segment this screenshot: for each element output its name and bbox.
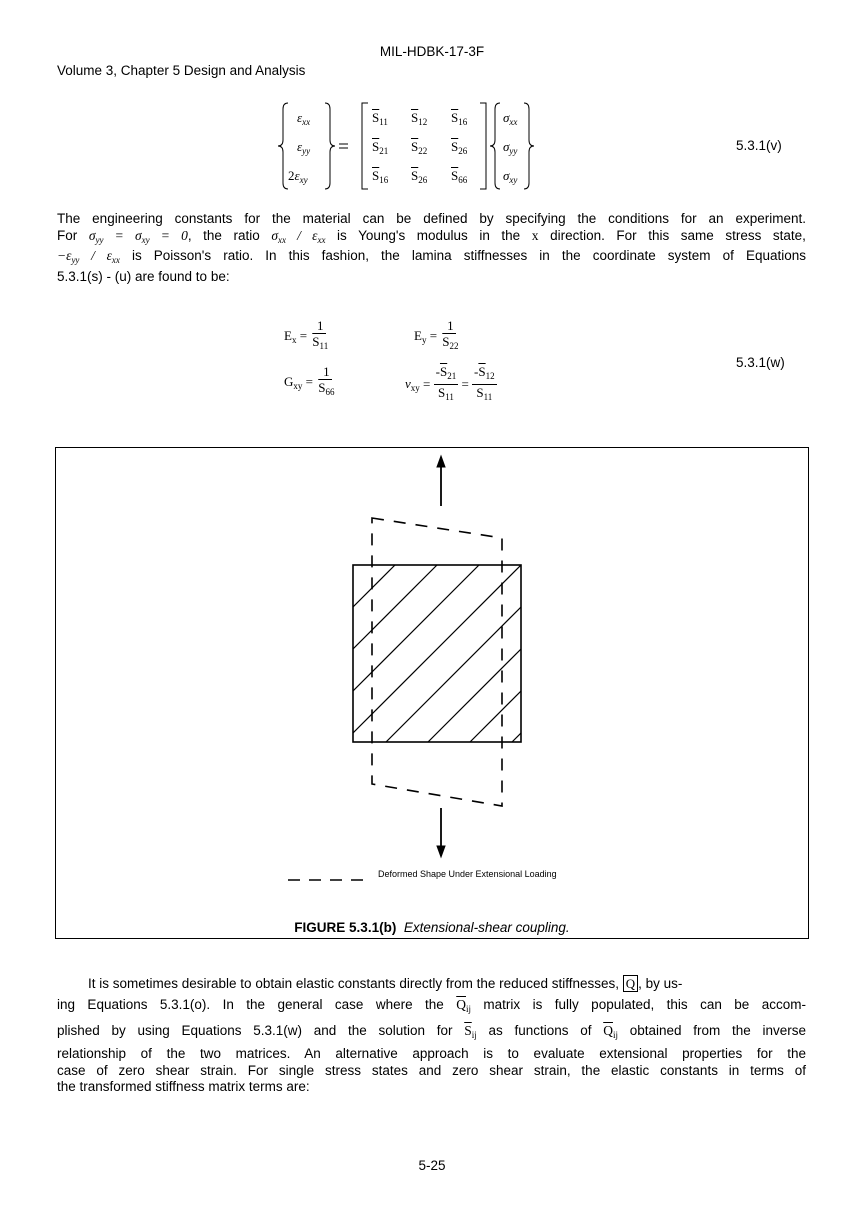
matrix-s16b: $\overline{S}_{16}$ xyxy=(372,168,389,185)
figure-caption: FIGURE 5.3.1(b) Extensional-shear coupling. xyxy=(294,920,570,935)
deformed-shape xyxy=(372,518,502,806)
tension-arrow-up xyxy=(437,456,445,506)
figure-extensional-shear xyxy=(55,447,809,939)
para1-line3: $-\varepsilon_{yy} / \varepsilon_{xx}$ is Poisson's ratio. In this fashion, the lamina stiffnesses in the coordinate system of Equations xyxy=(57,248,806,265)
para2-line1: It is sometimes desirable to obtain elastic constants directly from the reduced stiffnesses, $\overline{Q}$ , by us- xyxy=(88,976,683,991)
ey-definition: $E_y$ = $\frac{1}{\overline{S}_{22}}$ xyxy=(414,318,459,351)
equation-5-3-1-v xyxy=(0,0,864,200)
para2-line4: relationship of the two matrices. An alternative approach is to evaluate extensional properties for the xyxy=(57,1046,806,1061)
matrix-s12: $\overline{S}_{12}$ xyxy=(411,110,428,127)
para1-line1: The engineering constants for the material can be defined by specifying the conditions for an experiment. xyxy=(57,211,806,226)
section-header: Volume 3, Chapter 5 Design and Analysis xyxy=(57,63,306,78)
hatched-specimen xyxy=(353,565,521,742)
para2-line3: plished by using Equations 5.3.1(w) and the solution for $\overline{S}_{ij}$ as functions of $\overline{Q}_{ij}$ obtained from the inverse xyxy=(57,1023,806,1040)
tension-arrow-down xyxy=(437,808,445,857)
strain-xy: $2\varepsilon_{xy}$ xyxy=(288,168,308,185)
para2-line2: ing Equations 5.3.1(o). In the general case where the $\overline{Q}_{ij}$ matrix is fully populated, this can be accom- xyxy=(57,997,806,1014)
strain-xx: $\varepsilon_{xx}$ xyxy=(297,110,311,127)
para1-line2: For $\sigma_{yy} = \sigma_{xy} = 0$, the ratio $\sigma_{xx} / \varepsilon_{xx}$ is Young's modulus in the x direction. For this same stress state, xyxy=(57,227,806,245)
para2-line6: the transformed stiffness matrix terms are: xyxy=(57,1079,310,1094)
matrix-s22: $\overline{S}_{22}$ xyxy=(411,139,428,156)
figure-drawing xyxy=(56,448,808,938)
matrix-s11: $\overline{S}_{11}$ xyxy=(372,110,388,127)
equation-5-3-1-w xyxy=(0,310,864,410)
page-number: 5-25 xyxy=(418,1158,446,1173)
gxy-definition: $G_{xy}$ = $\frac{1}{\overline{S}_{66}}$ xyxy=(284,364,335,397)
equation-v-brackets xyxy=(0,0,864,200)
paragraph-elastic-constants xyxy=(57,974,806,1096)
ex-definition: $E_x$ = $\frac{1}{\overline{S}_{11}}$ xyxy=(284,318,329,351)
legend-label: Deformed Shape Under Extensional Loading xyxy=(378,869,557,879)
stress-yy: $\sigma_{yy}$ xyxy=(503,139,518,156)
para1-line4: 5.3.1(s) - (u) are found to be: xyxy=(57,268,230,284)
matrix-s21: $\overline{S}_{21}$ xyxy=(372,139,389,156)
equation-number-v: 5.3.1(v) xyxy=(736,138,782,153)
para2-line5: case of zero shear strain. For single stress states and zero shear strain, the elastic constants in terms of xyxy=(57,1062,806,1078)
matrix-s26: $\overline{S}_{26}$ xyxy=(451,139,468,156)
stress-xx: $\sigma_{xx}$ xyxy=(503,110,518,127)
matrix-s26b: $\overline{S}_{26}$ xyxy=(411,168,428,185)
nuxy-definition: $\nu_{xy}$ = $\frac{-\overline{S}_{21}}{\overline{S}_{11}}$ = $\frac{-\overline{S}_{12}}{\overline{S}_{11}}$ xyxy=(405,364,495,402)
matrix-s16: $\overline{S}_{16}$ xyxy=(451,110,468,127)
equation-number-w: 5.3.1(w) xyxy=(736,355,785,370)
stress-xy: $\sigma_{xy}$ xyxy=(503,168,518,185)
paragraph-engineering-constants xyxy=(57,211,806,285)
strain-yy: $\varepsilon_{yy}$ xyxy=(297,139,311,156)
matrix-s66: $\overline{S}_{66}$ xyxy=(451,168,468,185)
document-id: MIL-HDBK-17-3F xyxy=(379,44,485,59)
